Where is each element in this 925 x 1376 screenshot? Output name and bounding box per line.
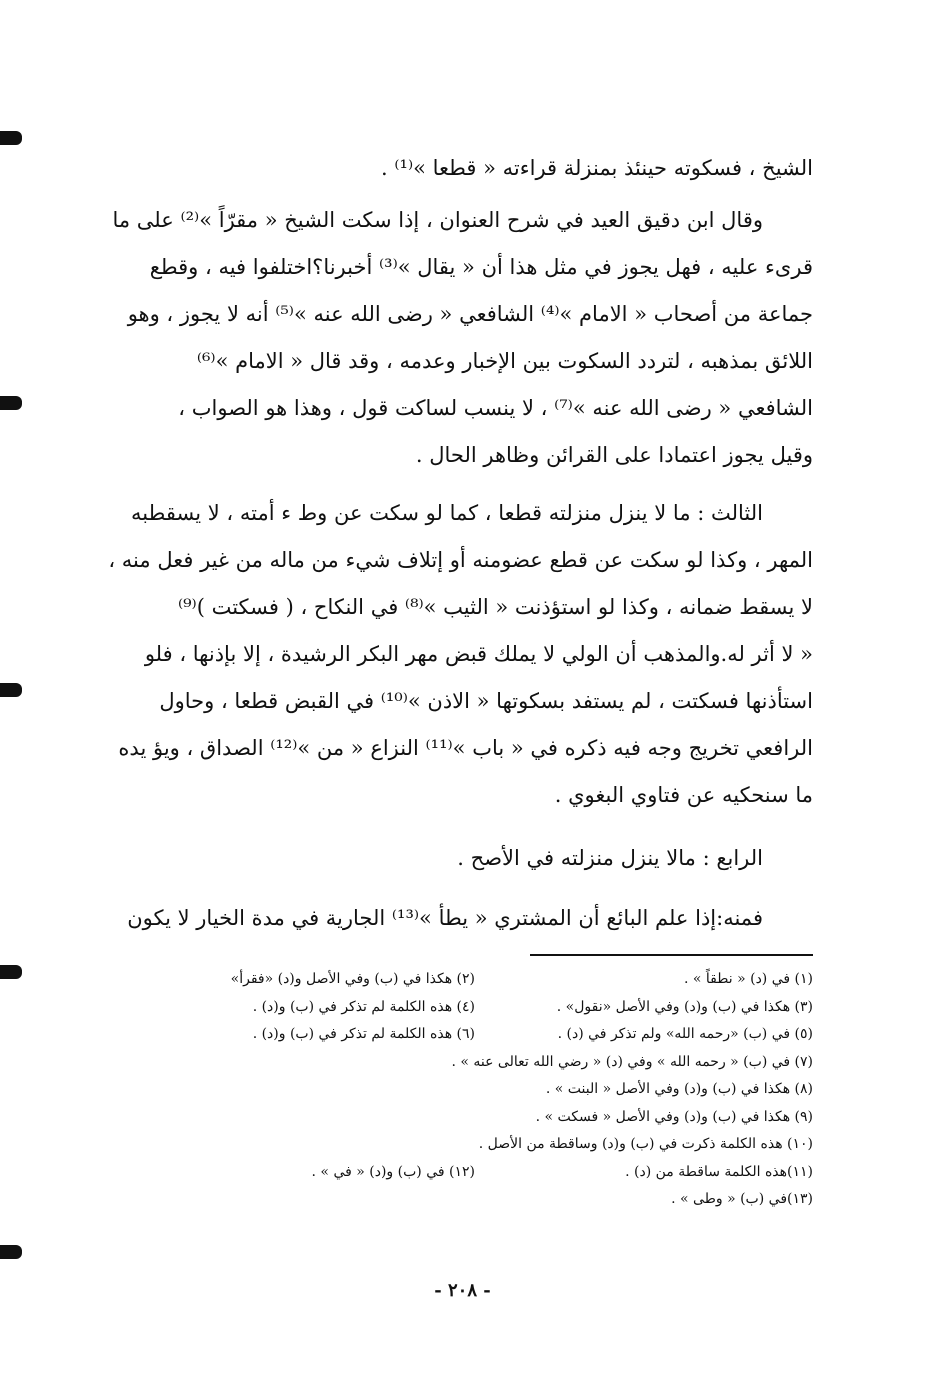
footnote: (١١)هذه الكلمة ساقطة من (د) . <box>625 1163 813 1180</box>
scan-margin-mark <box>0 683 22 697</box>
footnote: (٧) في (ب) « رحمه الله » وفي (د) « رضي الله تعالى عنه » . <box>451 1053 813 1070</box>
text-line: الشيخ ، فسكوته حينئذ بمنزلة قراءته « قطعا »⁽¹⁾ . <box>381 156 813 180</box>
scan-margin-mark <box>0 1245 22 1259</box>
footnotes-left-column <box>155 966 475 1214</box>
text-line: وقال ابن دقيق العيد في شرح العنوان ، إذا سكت الشيخ « مقرّاً »⁽²⁾ على ما <box>112 208 763 232</box>
page-number: - ٢٠٨ - <box>434 1280 491 1301</box>
text-line: لا يسقط ضمانه ، وكذا لو استؤذنت « الثيب »⁽⁸⁾ في النكاح ، ( فسكتت )⁽⁹⁾ <box>177 595 813 619</box>
text-line: الشافعي « رضى الله عنه »⁽⁷⁾ ، لا ينسب لساكت قول ، وهذا هو الصواب ، <box>178 396 813 420</box>
footnote: (١٠) هذه الكلمة ذكرت في (ب) و(د) وساقطة من الأصل . <box>478 1136 813 1152</box>
footnote <box>155 1186 475 1214</box>
footnote: (٢) هكذا في (ب) وفي الأصل و(د) «فقرأ» <box>230 971 475 987</box>
text-line: وقيل يجوز اعتمادا على القرائن وظاهر الحال . <box>415 443 813 467</box>
footnote: (١) في (د) « نطقاً » . <box>684 971 813 987</box>
footnote: (٣) هكذا في (ب) و(د) وفي الأصل «نقول» . <box>556 998 813 1015</box>
scan-margin-mark <box>0 396 22 410</box>
text-line: فمنه:إذا علم البائع أن المشتري « يطأ »⁽¹³⁾ الجارية في مدة الخيار لا يكون <box>127 906 763 930</box>
text-line: استأذنها فسكتت ، لم يستفد بسكوتها « الاذن »⁽¹⁰⁾ في القبض قطعا ، وحاول <box>159 689 813 713</box>
footnote <box>155 1131 475 1159</box>
scan-margin-mark <box>0 965 22 979</box>
footnote: (١٣)في (ب) « وطى » . <box>671 1191 813 1207</box>
text-line: الرافعي تخريج وجه فيه ذكره في « باب »⁽¹¹⁾ النزاع « من »⁽¹²⁾ الصداق ، ويؤ يده <box>118 736 813 760</box>
footnote: (٦) هذه الكلمة لم تذكر في (ب) و(د) . <box>252 1026 475 1042</box>
footnote: (٨) هكذا في (ب) و(د) وفي الأصل « البنت » . <box>545 1081 813 1097</box>
text-line: الرابع : مالا ينزل منزلته في الأصح . <box>457 846 763 870</box>
paragraph-fourth <box>105 835 813 882</box>
footnote <box>155 1104 475 1132</box>
text-line: « لا أثر له.والمذهب أن الولي لا يملك قبض مهر البكر الرشيدة ، إلا بإذنها ، فلو <box>144 642 813 666</box>
footnote: (٩) هكذا في (ب) و(د) وفي الأصل « فسكت » . <box>535 1108 813 1125</box>
text-line: ما سنحكيه عن فتاوي البغوي . <box>554 783 813 807</box>
paragraph-ibn-daqiq <box>105 197 813 479</box>
footnote: (٥) في (ب) «رحمه الله» ولم تذكر في (د) . <box>557 1026 813 1042</box>
text-line: اللائق بمذهبه ، لتردد السكوت بين الإخبار وعدمه ، وقد قال « الامام »⁽⁶⁾ <box>196 349 813 373</box>
scan-margin-mark <box>0 131 22 145</box>
footnote: (٤) هذه الكلمة لم تذكر في (ب) و(د) . <box>252 998 475 1015</box>
footnote-separator <box>530 954 813 956</box>
paragraph-third <box>105 490 813 819</box>
footnote: (١٢) في (ب) و(د) « في » . <box>311 1163 475 1180</box>
text-line: جماعة من أصحاب « الامام »⁽⁴⁾ الشافعي « رضى الله عنه »⁽⁵⁾ أنه لا يجوز ، وهو <box>127 302 813 326</box>
text-line: قرىء عليه ، فهل يجوز في مثل هذا أن « يقال »⁽³⁾ أخبرنا؟اختلفوا فيه ، وقطع <box>149 255 813 279</box>
paragraph-continuation <box>105 145 813 192</box>
paragraph-fifth <box>105 895 813 942</box>
footnote <box>155 1076 475 1104</box>
text-line: الثالث : ما لا ينزل منزلته قطعا ، كما لو سكت عن وط ء أمته ، لا يسقطبه <box>131 501 763 525</box>
footnote <box>155 1049 475 1077</box>
text-line: المهر ، وكذا لو سكت عن قطع عضومنه أو إتلاف شيء من ماله من غير فعل منه ، <box>108 548 813 572</box>
